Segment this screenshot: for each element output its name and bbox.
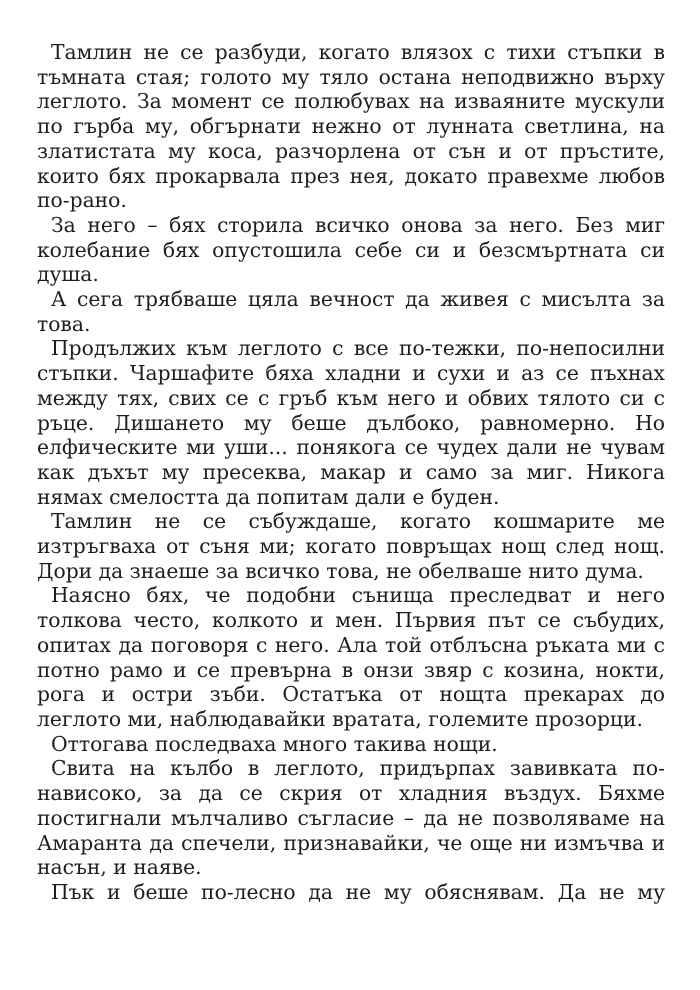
paragraph: Оттогава последваха много такива нощи. [51,731,498,756]
paragraph: Пък и беше по-лесно да не му обяснявам. Да не му [51,879,665,904]
paragraph: Свита на кълбо в леглото, придърпах завивката по-нависоко, за да се скрия от хладния въздух. Бяхме постигнали мълчаливо съгласие – да не позволяваме на Амаранта да спечели, признавайки, че още ни измъчва и насън, и наяве. [37,756,665,880]
paragraph: Тамлин не се събуждаше, когато кошмарите ме изтръгваха от съня ми; когато повръщах нощ след нощ. Дори да знаеше за всичко това, не обелваше нито дума. [37,509,665,583]
page-body [37,40,665,905]
paragraph: А сега трябваше цяла вечност да живея с мисълта за това. [37,287,665,336]
paragraph: За него – бях сторила всичко онова за него. Без миг колебание бях опустошила себе си и безсмъртната си душа. [37,212,665,287]
paragraph: Продължих към леглото с все по-тежки, по-непосилни стъпки. Чаршафите бяха хладни и сухи и аз се пъхнах между тях, свих се с гръб към него и обвих тялото си с ръце. Дишането му беше дълбоко, равномерно. Но елфическите ми уши... понякога се чудех дали не чувам как дъхът му пресеква, макар и само за миг. Никога нямах смелостта да попитам дали е буден. [37,336,665,509]
paragraph: Тамлин не се разбуди, когато влязох с тихи стъпки в тъмната стая; голото му тяло остана неподвижно върху леглото. За момент се полюбувах на изваяните мускули по гърба му, обгърнати нежно от лунната светлина, на златистата му коса, разчорлена от сън и от пръстите, които бях прокарвала през нея, докато правехме любов по-рано. [37,40,665,213]
paragraph: Наясно бях, че подобни сънища преследват и него толкова често, колкото и мен. Първия път се събудих, опитах да поговоря с него. Ала той отблъсна ръката ми с потно рамо и се превърна в онзи звяр с козина, нокти, рога и остри зъби. Остатъка от нощта прекарах до леглото ми, наблюдавайки вратата, големите прозорци. [37,583,665,731]
